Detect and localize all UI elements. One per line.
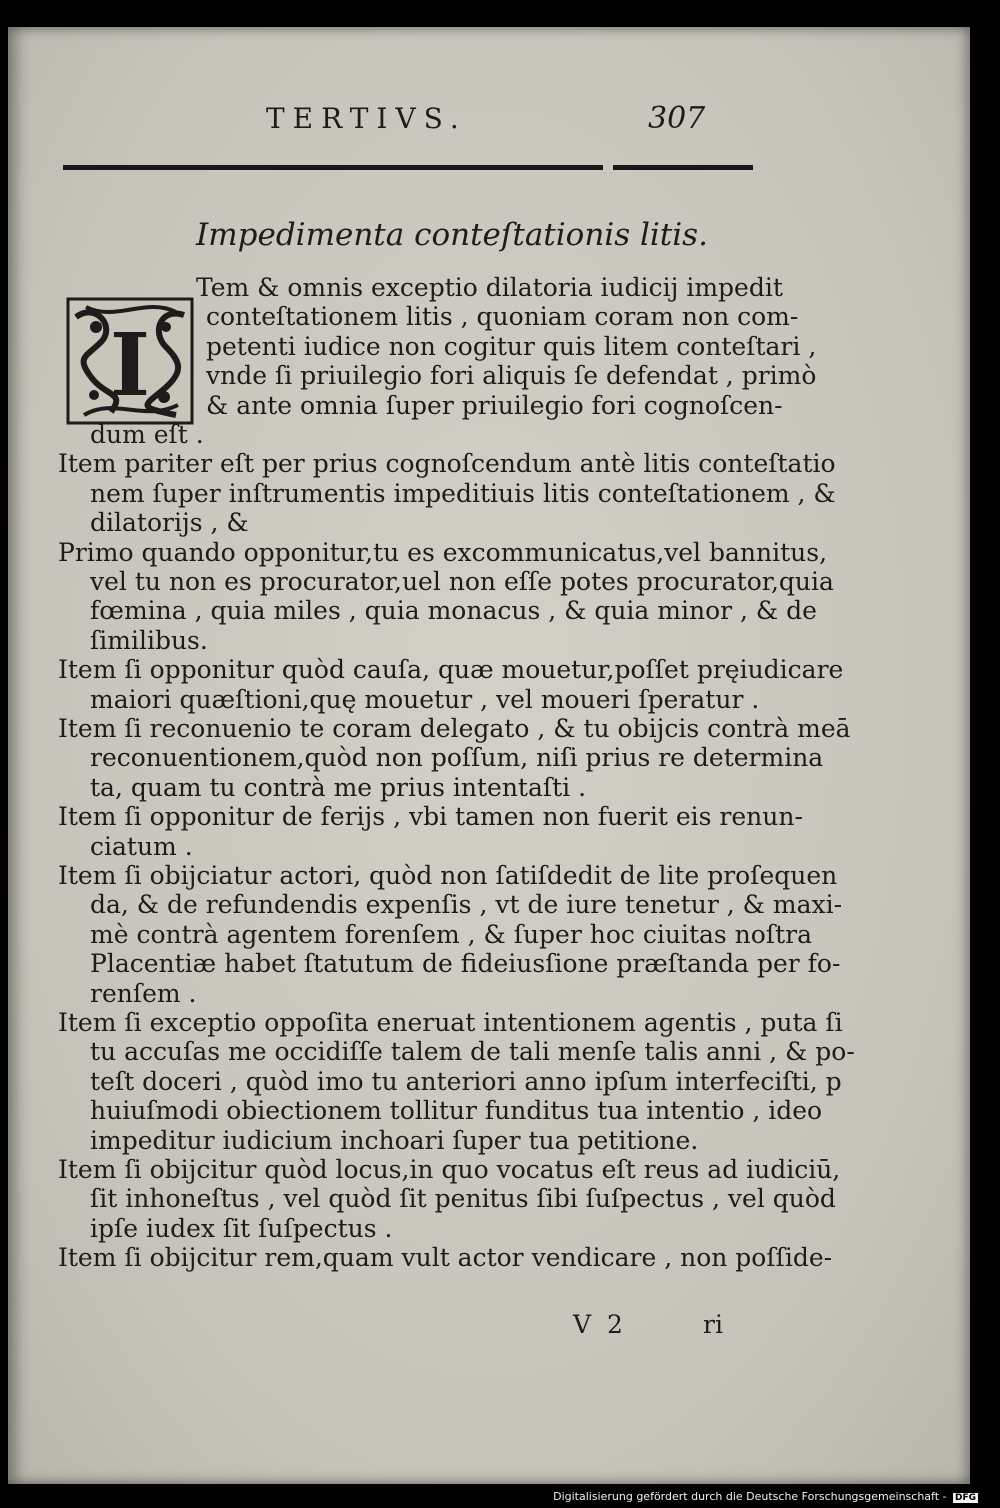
- text-line: impeditur iudicium inchoari ſuper tua petitione.: [90, 1126, 699, 1155]
- text-line: Item ſi reconuenio te coram delegato , & tu obijcis contrà meā: [58, 714, 851, 743]
- decorative-initial-letter: [66, 297, 194, 425]
- text-line: mè contrà agentem forenſem , & ſuper hoc ciuitas noſtra: [90, 920, 812, 949]
- text-line: Item ſi obijcitur quòd locus,in quo vocatus eſt reus ad iudiciū,: [58, 1155, 841, 1184]
- signature-mark: V 2: [573, 1310, 627, 1339]
- text-line: da, & de refundendis expenſis , vt de iure tenetur , & maxi-: [90, 890, 843, 919]
- header-rule-right: [613, 165, 753, 170]
- text-line: Item ſi exceptio oppoſita eneruat intentionem agentis , puta ſi: [58, 1008, 843, 1037]
- text-line: dum eſt .: [90, 420, 204, 449]
- text-line: & ante omnia ſuper priuilegio fori cognoſcen-: [206, 391, 783, 420]
- text-line: Item ſi obijcitur rem,quam vult actor vendicare , non poſſide-: [58, 1243, 833, 1272]
- text-line: fœmina , quia miles , quia monacus , & quia minor , & de: [90, 596, 817, 625]
- digitization-notice: [553, 1490, 978, 1503]
- text-line: Primo quando opponitur,tu es excommunicatus,vel bannitus,: [58, 538, 828, 567]
- text-line: ſit inhoneſtus , vel quòd ſit penitus ſibi ſuſpectus , vel quòd: [90, 1184, 836, 1213]
- text-line: renſem .: [90, 979, 197, 1008]
- page-number: 307: [648, 101, 706, 136]
- text-line: ta, quam tu contrà me prius intentaſti .: [90, 773, 587, 802]
- text-line: ciatum .: [90, 832, 193, 861]
- catchword: ri: [703, 1310, 723, 1339]
- text-line: ſimilibus.: [90, 626, 208, 655]
- text-line: reconuentionem,quòd non poſſum, niſi prius re determina: [90, 743, 824, 772]
- book-page: [8, 27, 970, 1484]
- text-line: nem ſuper inſtrumentis impeditiuis litis conteſtationem , &: [90, 479, 836, 508]
- text-line: Item ſi obijciatur actori, quòd non ſatiſdedit de lite proſequen: [58, 861, 838, 890]
- text-line: huiuſmodi obiectionem tollitur funditus tua intentio , ideo: [90, 1096, 823, 1125]
- initial-letter-glyph: I: [109, 315, 151, 416]
- text-line: maiori quæſtioni,quę mouetur , vel moueri ſperatur .: [90, 685, 760, 714]
- text-line: Item ſi opponitur de ferijs , vbi tamen non fuerit eis renun-: [58, 802, 803, 831]
- text-line: vnde ſi priuilegio fori aliquis ſe defendat , primò: [206, 361, 817, 390]
- digitization-notice-text: Digitalisierung gefördert durch die Deutsche Forschungsgemeinschaft -: [553, 1490, 947, 1503]
- text-line: dilatorijs , &: [90, 508, 249, 537]
- section-title: Impedimenta conteſtationis litis.: [196, 217, 708, 253]
- text-line: Item pariter eſt per prius cognoſcendum antè litis conteſtatio: [58, 449, 836, 478]
- text-line: teſt doceri , quòd imo tu anteriori anno ipſum interfeciſti, p: [90, 1067, 842, 1096]
- text-line: Item ſi opponitur quòd cauſa, quæ mouetur,poſſet pręiudicare: [58, 655, 844, 684]
- header-rule-left: [63, 165, 603, 170]
- text-line: ipſe iudex ſit ſuſpectus .: [90, 1214, 393, 1243]
- text-line: petenti iudice non cogitur quis litem conteſtari ,: [206, 332, 817, 361]
- text-line: vel tu non es procurator,uel non eſſe potes procurator,quia: [90, 567, 834, 596]
- text-line: Tem & omnis exceptio dilatoria iudicij impedit: [196, 273, 783, 302]
- text-line: tu accuſas me occidiſſe talem de tali menſe talis anni , & po-: [90, 1037, 855, 1066]
- text-line: Placentiæ habet ſtatutum de fideiusſione præſtanda per fo-: [90, 949, 841, 978]
- text-line: conteſtationem litis , quoniam coram non com-: [206, 302, 799, 331]
- running-head: TERTIVS.: [266, 102, 467, 135]
- dfg-logo: DFG: [954, 1493, 976, 1503]
